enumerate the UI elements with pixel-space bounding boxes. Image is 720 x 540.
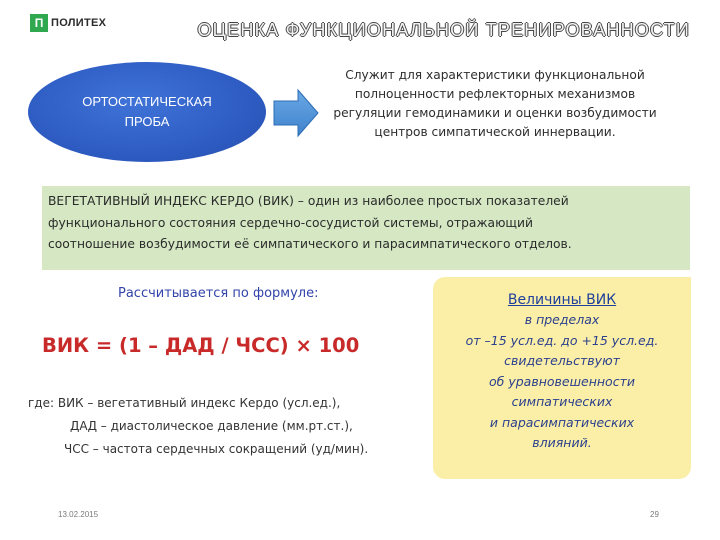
orthostatic-test-oval xyxy=(28,62,266,162)
vik-values-title: Величины ВИК xyxy=(507,292,617,308)
formula-legend xyxy=(28,392,438,461)
formula: ВИК = (1 – ДАД / ЧСС) × 100 xyxy=(42,334,360,357)
politech-logo-icon: П xyxy=(30,14,48,32)
vik-values-body: в пределах от –15 усл.ед. до +15 усл.ед. свидетельствуют об уравновешенности симпатических и парасимпатических влияний. xyxy=(465,312,659,450)
kerdo-definition-box: ВЕГЕТАТИВНЫЙ ИНДЕКС КЕРДО (ВИК) – один из наиболее простых показателей функционального состояния сердечно-сосудистой системы, отражающий соотношение возбудимости её симпатического и парасимпатического отделов. xyxy=(42,186,690,270)
formula-intro: Рассчитывается по формуле: xyxy=(118,286,319,301)
legend-line: ЧСС – частота сердечных сокращений (уд/мин). xyxy=(64,442,369,456)
slide-title: ОЦЕНКА ФУНКЦИОНАЛЬНОЙ ТРЕНИРОВАННОСТИ xyxy=(197,20,690,40)
legend-line: где: ВИК – вегетативный индекс Кердо (усл.ед.), xyxy=(28,396,341,410)
right-arrow-icon xyxy=(272,88,320,138)
page-number: 29 xyxy=(650,510,659,519)
vik-values-box xyxy=(433,277,691,479)
logo xyxy=(30,14,106,32)
oval-label: ОРТОСТАТИЧЕСКАЯ ПРОБА xyxy=(82,94,212,129)
description-text: Служит для характеристики функциональной полноценности рефлекторных механизмов регуляции гемодинамики и оценки возбудимости центров симпатической иннервации. xyxy=(333,68,657,139)
legend-line: ДАД – диастолическое давление (мм.рт.ст.), xyxy=(70,419,353,433)
logo-text: ПОЛИТЕХ xyxy=(51,17,107,29)
slide-date: 13.02.2015 xyxy=(58,510,99,519)
